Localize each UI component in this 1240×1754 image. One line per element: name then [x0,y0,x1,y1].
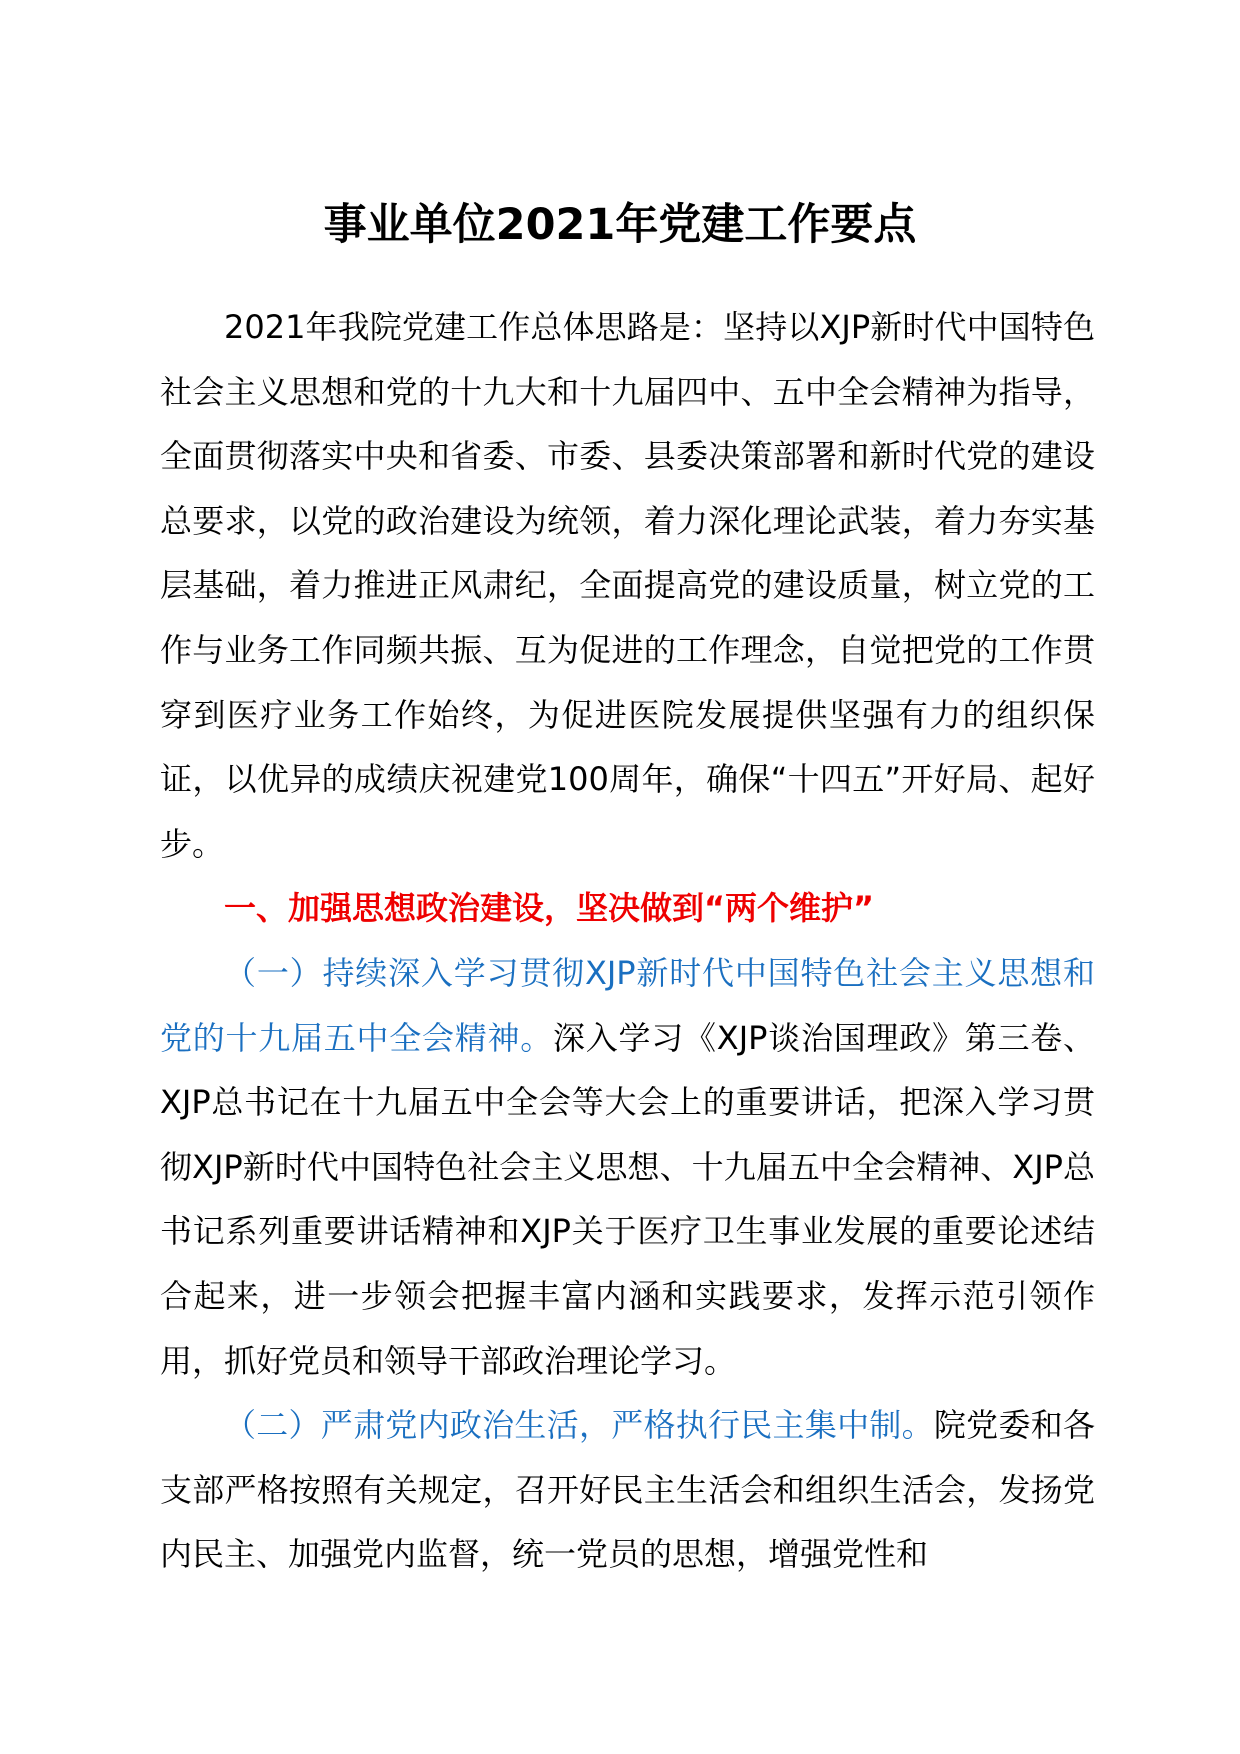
section-1-heading-paragraph [160,876,1095,941]
item-1-body: 深入学习《XJP谈治国理政》第三卷、XJP总书记在十九届五中全会等大会上的重要讲话，把深入学习贯彻XJP新时代中国特色社会主义思想、十九届五中全会精神、XJP总书记系列重要讲话精神和XJP关于医疗卫生事业发展的重要论述结合起来，进一步领会把握丰富内涵和实践要求，发挥示范引领作用，抓好党员和领导干部政治理论学习。 [160,1018,1095,1380]
item-1-paragraph [160,941,1095,1393]
document-body [160,295,1095,1587]
item-1-heading: （一）持续深入学习贯彻XJP新时代中国特色社会主义思想和党的十九届五中全会精神。 [160,953,1095,1057]
document-title: 事业单位2021年党建工作要点 [323,200,917,250]
section-1-heading: 一、加强思想政治建设，坚决做到“两个维护” [224,889,875,928]
item-2-paragraph [160,1393,1095,1587]
intro-text: 2021年我院党建工作总体思路是：坚持以XJP新时代中国特色社会主义思想和党的十九大和十九届四中、五中全会精神为指导，全面贯彻落实中央和省委、市委、县委决策部署和新时代党的建设总要求，以党的政治建设为统领，着力深化理论武装，着力夯实基层基础，着力推进正风肃纪，全面提高党的建设质量，树立党的工作与业务工作同频共振、互为促进的工作理念，自觉把党的工作贯穿到医疗业务工作始终，为促进医院发展提供坚强有力的组织保证，以优异的成绩庆祝建党100周年，确保“十四五”开好局、起好步。 [160,308,1095,863]
item-2-heading: （二）严肃党内政治生活，严格执行民主集中制。 [224,1406,934,1445]
item-2-body: 院党委和各支部严格按照有关规定，召开好民主生活会和组织生活会，发扬党内民主、加强党内监督，统一党员的思想，增强党性和 [160,1406,1095,1574]
intro-paragraph [160,295,1095,876]
